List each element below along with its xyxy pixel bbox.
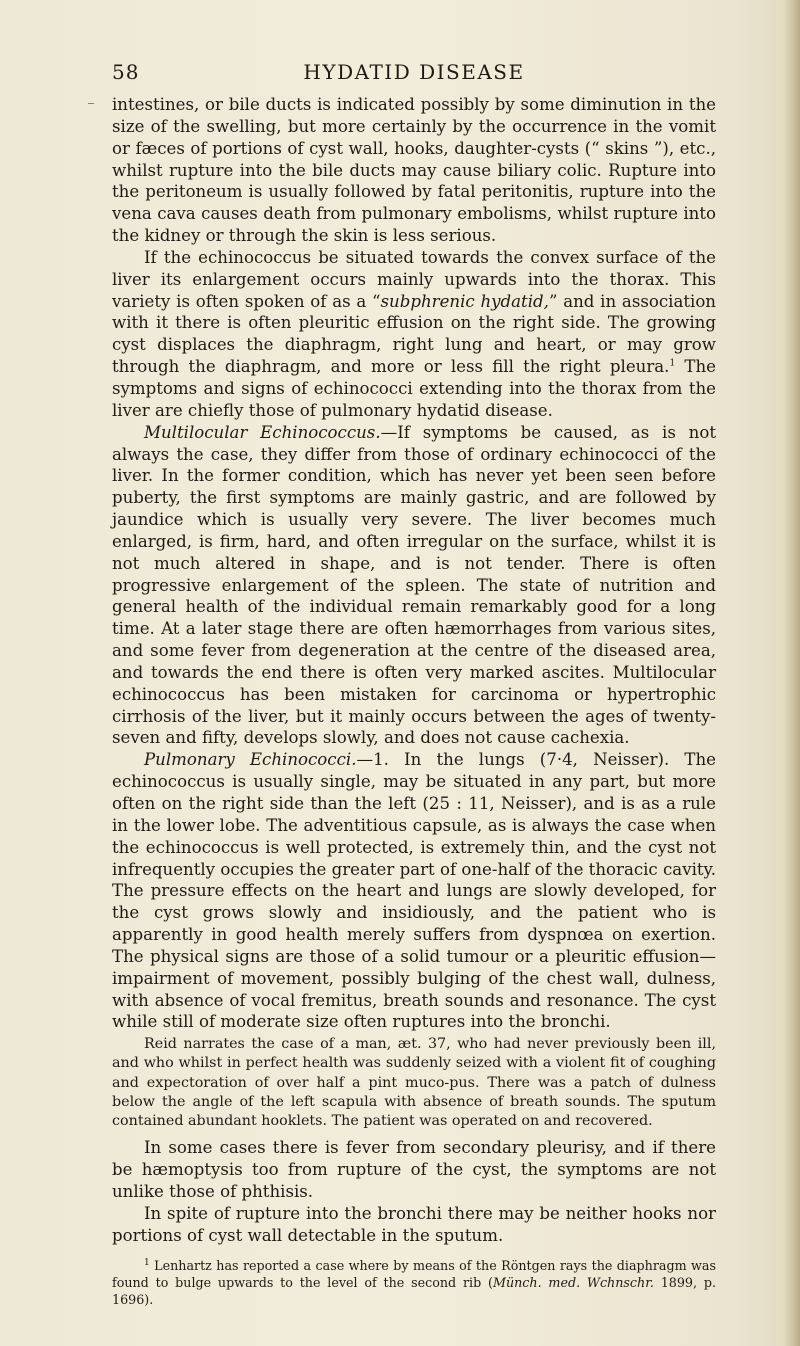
footnote-text: 1899, p. 1696). (112, 1274, 716, 1307)
footnote-journal: Münch. med. Wchnschr. (492, 1274, 654, 1290)
page-body (112, 94, 716, 1308)
running-title: HYDATID DISEASE (303, 60, 525, 84)
section-heading-pulmonary: Pulmonary Echinococci. (144, 750, 357, 770)
footnote (112, 1257, 716, 1308)
paragraph-text: The symptoms and signs of echinococci extending into the thorax from the liver are chiefly those of pulmonary hydatid disease. (112, 357, 716, 420)
footnote-reference[interactable]: 1 (669, 358, 676, 369)
paragraph-multilocular (112, 422, 716, 750)
case-report-small-print: Reid narrates the case of a man, æt. 37, who had never previously been ill, and who whilst in perfect health was suddenly seized with a violent fit of coughing and expectoration of over half a pint muco-pus. There was a patch of dulness below the angle of the left scapula with absence of breath sounds. The sputum contained abundant hooklets. The patient was operated on and recovered. (112, 1036, 716, 1130)
paragraph-pulmonary (112, 749, 716, 1033)
paragraph-rupture-bronchi: In spite of rupture into the bronchi there may be neither hooks nor portions of cyst wall detectable in the sputum. (112, 1203, 716, 1245)
paragraph-fever: In some cases there is fever from secondary pleurisy, and if there be hæmoptysis too from rupture of the cyst, the symptoms are not unlike those of phthisis. (112, 1138, 716, 1201)
paragraph-subphrenic (112, 247, 716, 422)
page-number: 58 (112, 60, 140, 84)
paragraph-text: —1. In the lungs (7·4, Neisser). The echinococcus is usually single, may be situated in any part, but more often on the right side than the left (25 : 11, Neisser), and is as a rule in the lower lobe. The adventitious capsule, as is always the case when the echinococcus is well protected, is extremely thin, and the cyst not infrequently occupies the greater part of one-half of the thoracic cavity. The pressure effects on the heart and lungs are slowly developed, for the cyst grows slowly and insidiously, and the patient who is apparently in good health merely suffers from dyspnœa on exertion. The physical signs are those of a solid tumour or a pleuritic effusion—impairment of movement, possibly bulging of the chest wall, dulness, with absence of vocal fremitus, breath sounds and resonance. The cyst while still of moderate size often ruptures into the bronchi. (112, 750, 717, 1032)
footnote-text: Lenhartz has reported a case where by means of the Röntgen rays the diaphragm was found to bulge upwards to the level of the second rib ( (112, 1257, 716, 1290)
margin-mark (88, 103, 94, 104)
section-heading-multilocular: Multilocular Echinococcus. (144, 422, 381, 442)
paragraph-text: —If symptoms be caused, as is not always the case, they differ from those of ordinary echinococci of the liver. In the former condition, which has never yet been seen before puberty, the first symptoms are mainly gastric, and are followed by jaundice which is usually very severe. The liver becomes much enlarged, is firm, hard, and often irregular on the surface, whilst it is not much altered in shape, and is not tender. There is often progressive enlargement of the spleen. The state of nutrition and general health of the individual remain remarkably good for a long time. At a later stage there are often hæmorrhages from various sites, and some fever from degeneration at the centre of the diseased area, and towards the end there is often very marked ascites. Multilocular echinococcus has been mistaken for carcinoma or hypertrophic cirrhosis of the liver, but it mainly occurs between the ages of twenty-seven and fifty, develops slowly, and does not cause cachexia. (112, 422, 716, 748)
paragraph-intestines: intestines, or bile ducts is indicated possibly by some diminution in the size of the swelling, but more certainly by the occurrence in the vomit or fæces of portions of cyst wall, hooks, daughter-cysts (“ skins ”), etc., whilst rupture into the bile ducts may cause biliary colic. Rupture into the peritoneum is usually followed by fatal peritonitis, rupture into the vena cava causes death from pulmonary embolisms, whilst rupture into the kidney or through the skin is less serious. (112, 95, 716, 246)
binding-edge (782, 0, 800, 1346)
paragraph-text: If the echinococcus be situated towards the convex surface of the liver its enlargement occurs mainly upwards into the thorax. This variety is often spoken of as a “ (112, 247, 716, 311)
italic-term: subphrenic hydatid, (380, 291, 549, 311)
footnote-marker: 1 (144, 1257, 150, 1268)
paragraph-text: ” and in association with it there is often pleuritic effusion on the right side. The growing cyst displaces the diaphragm, right lung and heart, or may grow through the diaphragm, and more or less fill the right pleura. (112, 291, 716, 377)
page-header (112, 60, 716, 90)
